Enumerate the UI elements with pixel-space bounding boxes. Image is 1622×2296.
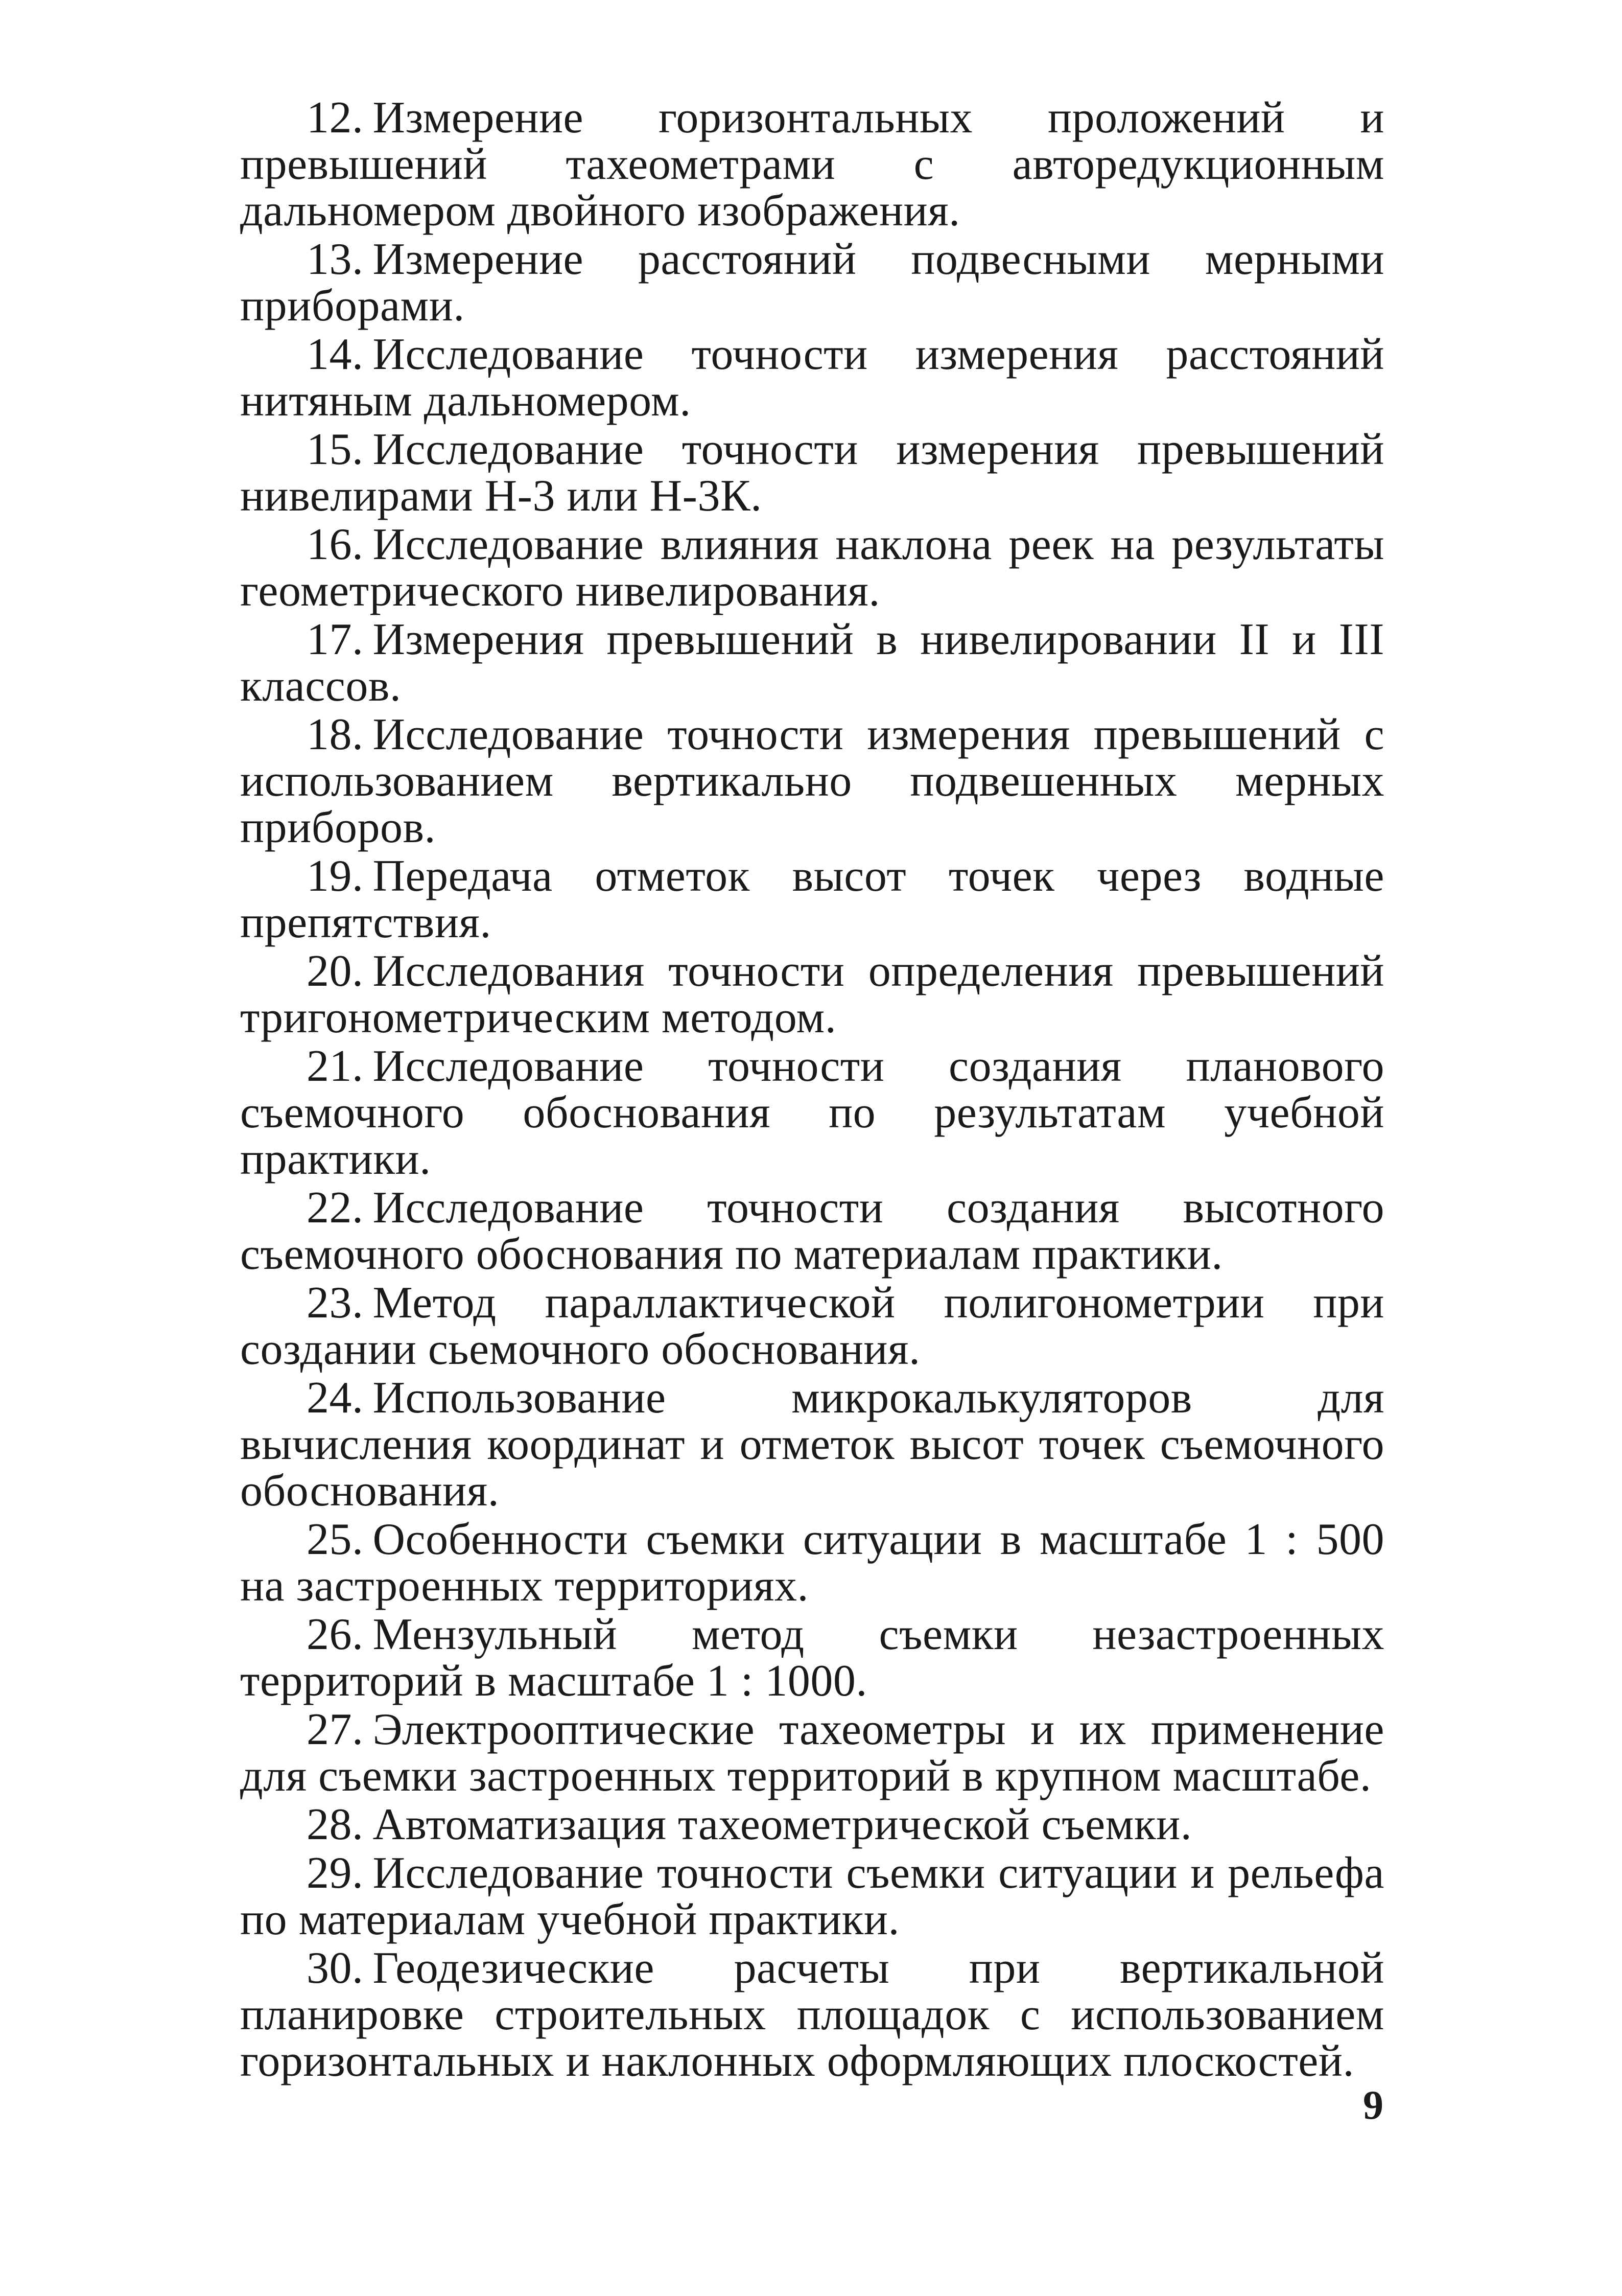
item-text: Метод параллактической полигонометрии при создании сьемочного обоснования. <box>240 1278 1384 1374</box>
item-text: Исследование точности измерения расстояний нитяным дальномером. <box>240 330 1384 426</box>
item-number: 26. <box>307 1610 364 1659</box>
list-item-29 <box>240 1850 1384 1943</box>
item-text: Исследование точности создания высотного съемочного обоснования по материалам практики. <box>240 1183 1384 1279</box>
list-item-25 <box>240 1516 1384 1609</box>
item-text: Использование микрокалькуляторов для вычисления координат и отметок высот точек съемочного обоснования. <box>240 1373 1384 1516</box>
list-item-26 <box>240 1611 1384 1704</box>
item-text: Исследование влияния наклона реек на результаты геометрического нивелирования. <box>240 520 1384 616</box>
item-text: Исследование точности измерения превышений нивелирами Н-3 или Н-3К. <box>240 425 1384 521</box>
item-number: 22. <box>307 1183 364 1233</box>
item-text: Особенности съемки ситуации в масштабе 1 : 500 на застроенных территориях. <box>240 1515 1384 1611</box>
list-item-12 <box>240 95 1384 234</box>
item-text: Исследование точности измерения превышений с использованием вертикально подвешенных мерных приборов. <box>240 710 1384 852</box>
item-number: 16. <box>307 520 364 569</box>
item-number: 12. <box>307 93 364 143</box>
item-text: Передача отметок высот точек через водные препятствия. <box>240 851 1384 947</box>
page-number: 9 <box>1363 2083 1383 2128</box>
item-number: 25. <box>307 1515 364 1564</box>
item-number: 24. <box>307 1373 364 1423</box>
item-number: 27. <box>307 1705 364 1754</box>
item-number: 28. <box>307 1800 364 1849</box>
list-item-19 <box>240 853 1384 946</box>
item-text: Исследование точности съемки ситуации и рельефа по материалам учебной практики. <box>240 1848 1384 1944</box>
item-text: Мензульный метод съемки незастроенных территорий в масштабе 1 : 1000. <box>240 1610 1384 1706</box>
item-number: 15. <box>307 425 364 474</box>
list-item-14 <box>240 331 1384 424</box>
item-text: Измерение горизонтальных проложений и превышений тахеометрами с авторедукционным дальномером двойного изображения. <box>240 93 1384 236</box>
list-item-28 <box>240 1801 1384 1848</box>
list-item-30 <box>240 1945 1384 2084</box>
list-item-24 <box>240 1375 1384 1514</box>
item-number: 20. <box>307 946 364 996</box>
item-text: Автоматизация тахеометрической съемки. <box>372 1800 1192 1849</box>
document-page <box>240 95 1384 2086</box>
item-number: 29. <box>307 1848 364 1898</box>
list-item-17 <box>240 616 1384 709</box>
item-number: 23. <box>307 1278 364 1328</box>
list-item-20 <box>240 948 1384 1041</box>
item-text: Измерения превышений в нивелировании II и III классов. <box>240 615 1384 711</box>
item-number: 13. <box>307 235 364 284</box>
item-number: 14. <box>307 330 364 379</box>
item-text: Исследования точности определения превышений тригонометрическим методом. <box>240 946 1384 1042</box>
item-text: Электрооптические тахеометры и их применение для съемки застроенных территорий в крупном масштабе. <box>240 1705 1384 1801</box>
item-number: 21. <box>307 1041 364 1091</box>
list-item-18 <box>240 711 1384 851</box>
list-item-23 <box>240 1280 1384 1373</box>
item-text: Исследование точности создания планового съемочного обоснования по результатам учебной практики. <box>240 1041 1384 1184</box>
item-number: 19. <box>307 851 364 901</box>
list-item-27 <box>240 1706 1384 1799</box>
item-number: 30. <box>307 1943 364 1993</box>
list-item-16 <box>240 521 1384 614</box>
list-item-13 <box>240 236 1384 329</box>
list-item-15 <box>240 426 1384 519</box>
item-text: Геодезические расчеты при вертикальной планировке строительных площадок с использованием горизонтальных и наклонных оформляющих плоскостей. <box>240 1943 1384 2086</box>
item-text: Измерение расстояний подвесными мерными приборами. <box>240 235 1384 331</box>
list-item-22 <box>240 1185 1384 1278</box>
list-item-21 <box>240 1043 1384 1182</box>
item-number: 18. <box>307 710 364 759</box>
item-number: 17. <box>307 615 364 664</box>
